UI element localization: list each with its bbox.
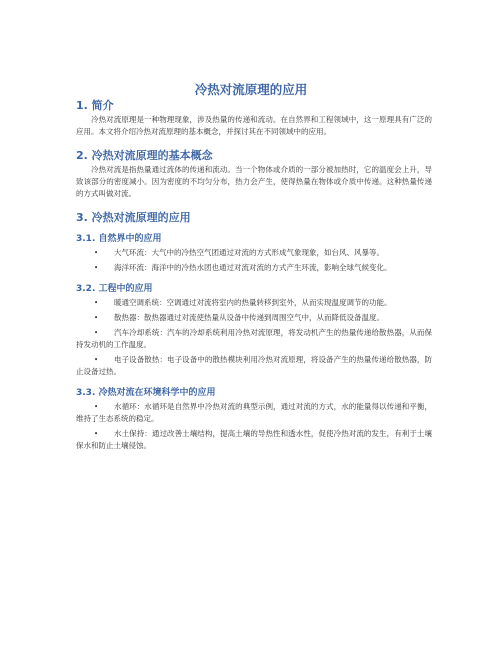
list-item-text: 海洋环流：海洋中的冷热水团也通过对流对流的方式产生环流，影响全球气候变化。 [114,263,392,272]
document-title: 冷热对流原理的应用 [194,82,308,97]
bullet-list-environment [76,401,432,452]
list-item [76,262,432,274]
bullet-list-engineering [76,297,432,378]
bullet-icon: • [94,264,99,272]
list-item-text: 水土保持：通过改善土壤结构，提高土壤的导热性和透水性，促使冷热对流的发生，有利于土壤保水和防止土壤侵蚀。 [76,429,432,450]
bullet-icon: • [94,314,99,322]
section-heading-concept: 2. 冷热对流原理的基本概念 [76,149,213,162]
document-body [76,98,432,452]
list-item-text: 水循环：水循环是自然界中冷热对流的典型示例，通过对流的方式，水的能量得以传递和平衡，维持了生态系统的稳定。 [76,402,432,423]
list-item [76,297,432,309]
bullet-icon: • [94,356,99,364]
list-item [76,428,432,452]
list-item [76,354,432,378]
section-heading-intro: 1. 简介 [76,99,114,112]
subsection-heading-nature: 3.1. 自然界中的应用 [76,234,162,244]
list-item-text: 散热器：散热器通过对流使热量从设备中传递到周围空气中，从而降低设备温度。 [114,313,384,322]
subsection-heading-engineering: 3.2. 工程中的应用 [76,284,153,294]
bullet-icon: • [94,249,99,257]
bullet-icon: • [94,403,99,411]
bullet-list-nature [76,247,432,274]
section-paragraph-intro: 冷热对流原理是一种物理现象，涉及热量的传递和流动。在自然界和工程领域中，这一原理具有广泛的应用。本文将介绍冷热对流原理的基本概念，并探讨其在不同领域中的应用。 [76,115,432,136]
bullet-icon: • [94,299,99,307]
list-item-text: 汽车冷却系统：汽车的冷却系统利用冷热对流原理，将发动机产生的热量传递给散热器，从而保持发动机的工作温度。 [76,328,432,349]
bullet-icon: • [94,430,99,438]
list-item-text: 暖通空调系统：空调通过对流将室内的热量转移到室外，从而实现温度调节的功能。 [114,298,392,307]
list-item [76,327,432,351]
list-item [76,312,432,324]
section-heading-applications: 3. 冷热对流原理的应用 [76,211,191,224]
list-item-text: 大气环流：大气中的冷热空气团通过对流的方式形成气象现象，如台风、风暴等。 [114,248,384,257]
bullet-icon: • [94,329,99,337]
section-paragraph-concept: 冷热对流是指热量通过流体的传递和流动。当一个物体或介质的一部分被加热时，它的温度会上升，导致该部分的密度减小。因为密度的不均匀分布，热力会产生，使得热量在物体或介质中传递。这种热量传递的方式叫做对流。 [76,165,432,198]
list-item [76,247,432,259]
list-item-text: 电子设备散热：电子设备中的散热模块利用冷热对流原理，将设备产生的热量传递给散热器，防止设备过热。 [76,355,432,376]
list-item [76,401,432,425]
subsection-heading-environment: 3.3. 冷热对流在环境科学中的应用 [76,388,216,398]
